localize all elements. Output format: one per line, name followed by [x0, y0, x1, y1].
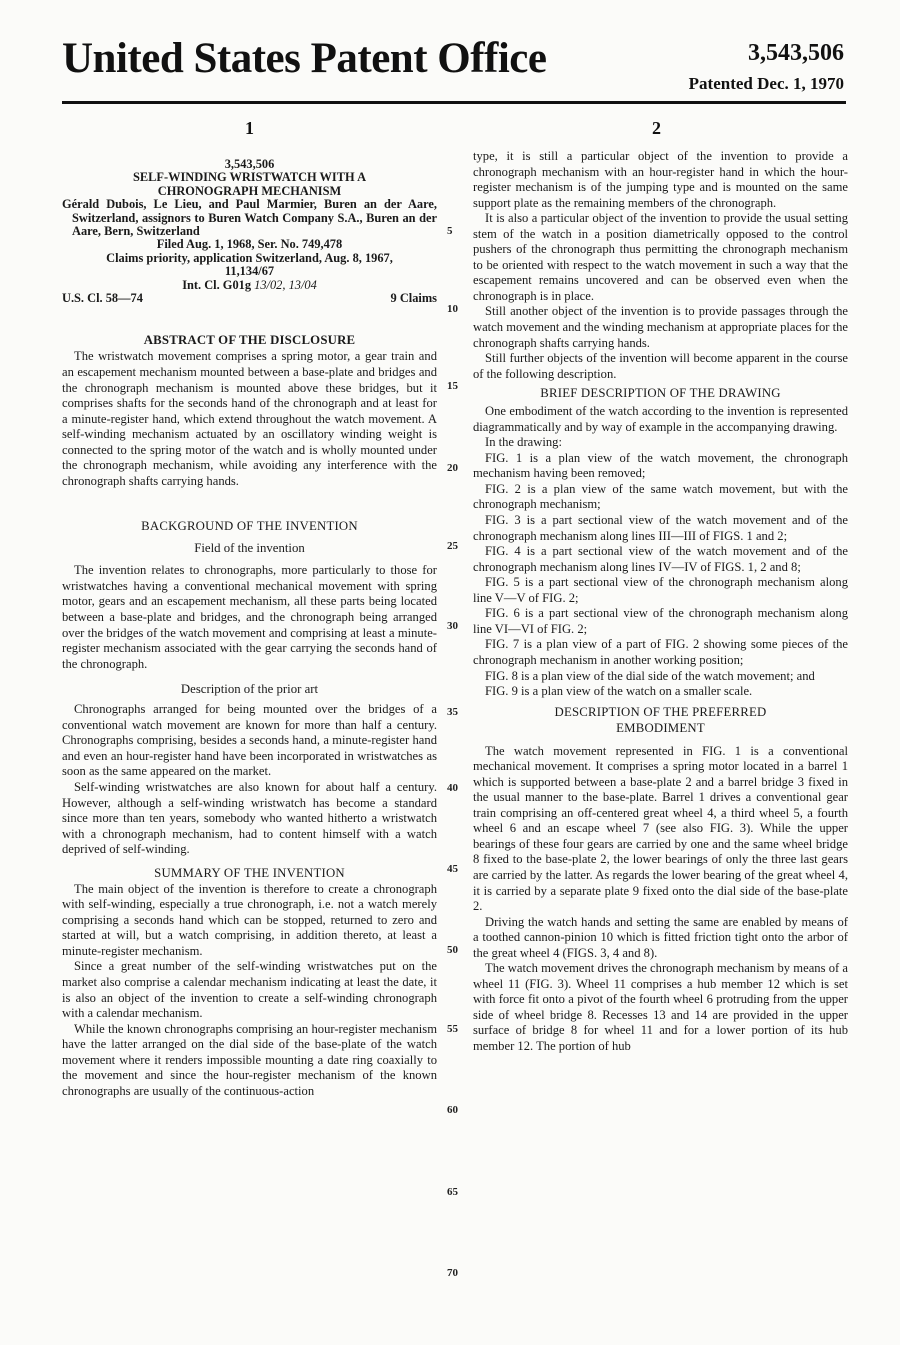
figure-description: FIG. 2 is a plan view of the same watch movement, but with the chronograph mechanism;	[473, 481, 848, 512]
figure-description: FIG. 8 is a plan view of the dial side of the watch movement; and	[485, 668, 815, 683]
summary-paragraph-1: The main object of the invention is therefore to create a chronograph with self-winding, especially a true chronograph, i.e. not a watch merely comprising a seconds hand which can be stopped, returned to zero and started at will, but a watch comprising, in addition thereto, at least a minute-register mechanism.	[62, 881, 437, 958]
figure-description: FIG. 6 is a part sectional view of the chronograph mechanism along line VI—VI of FIG. 2;	[473, 606, 848, 636]
line-number: 70	[447, 1267, 458, 1279]
prior-art-paragraph-1: Chronographs arranged for being mounted over the bridges of a conventional watch movement are known for more than half a century. Chronographs comprising, besides a seconds hand, a minute-register hand and even an hour-register hand have been incorporated in wristwatches as soon as the same appeared on the market.	[62, 702, 437, 779]
embodiment-heading-line-2: EMBODIMENT	[616, 720, 705, 735]
bib-int-class	[62, 279, 437, 292]
prior-art-heading: Description of the prior art	[180, 682, 319, 697]
embodiment-paragraph-2: Driving the watch hands and setting the same are enabled by means of a toothed cannon-pinion 10 which is fitted friction tight onto the arbor of the great wheel 4 (FIGS. 3, 4 and 8).	[473, 914, 848, 960]
summary-paragraph-3: While the known chronographs comprising an hour-register mechanism have the latter arranged on the dial side of the base-plate of the watch movement where it renders impossible mounting a date ring coaxially to the movement and since the hour-register mechanism of the known chronographs are usually of the continuous-action	[62, 1021, 437, 1098]
abstract-heading: ABSTRACT OF THE DISCLOSURE	[143, 333, 356, 348]
line-number: 5	[447, 225, 453, 237]
office-title: United States Patent Office	[62, 35, 547, 82]
figure-description: FIG. 9 is a plan view of the watch on a smaller scale.	[485, 684, 753, 699]
bib-patent-number: 3,543,506	[224, 157, 275, 171]
bib-us-class: U.S. Cl. 58—74	[62, 291, 143, 306]
field-text: The invention relates to chronographs, more particularly to those for wristwatches having a conventional mechanical movement with spring motor, gears and an escapement mechanism, all these parts being located between a base-plate and bridges, and the chronograph being arranged over the bridges of the watch movement and comprising at least a minute-register mechanism associated with the gear carrying the seconds hand of the chronograph.	[62, 563, 437, 671]
objects-paragraph-1: type, it is still a particular object of the invention to provide a chronograph mechanism with an hour-register hand in which the hour-register mechanism is of the jumping type and is mounted on the same support plate as the remaining members of the chronograph.	[473, 149, 848, 210]
line-number: 10	[447, 303, 458, 315]
bib-class-row	[62, 292, 437, 305]
patent-number: 3,543,506	[748, 40, 844, 66]
figure-description: FIG. 4 is a part sectional view of the watch movement and of the chronograph mechanism along lines IV—IV of FIGS. 1, 2 and 8;	[473, 544, 848, 574]
prior-art-paragraph-2: Self-winding wristwatches are also known for about half a century. However, although a self-winding wristwatch has become a standard since more than ten years, somebody who wanted hitherto a wristwatch with a chronograph mechanism, had to content himself with a watch deprived of self-winding.	[62, 779, 437, 857]
drawing-intro: One embodiment of the watch according to the invention is represented diagrammatically and by way of example in the accompanying drawing.	[473, 404, 848, 434]
objects-paragraph-2: It is also a particular object of the invention to provide the usual setting stem of the watch in a position diametrically opposed to the control pushers of the chronograph thus permitting the chronograph mechanism to be oriented with respect to the watch movement in such a way that the escapement remains uncovered and can be observed even when the chronograph is in place.	[473, 211, 848, 303]
bibliographic-block	[62, 158, 437, 305]
line-number: 45	[447, 863, 458, 875]
column-number-right: 2	[652, 118, 661, 138]
line-number: 25	[447, 540, 458, 552]
embodiment-paragraph-3: The watch movement drives the chronograph mechanism by means of a wheel 11 (FIG. 3). Wheel 11 comprises a hub member 12 which is set with force fit onto a pivot of the fourth wheel 6 protruding from the upper side of wheel bridge 8. Recesses 13 and 14 are provided in the upper surface of bridge 8 for wheel 11 and for a lower portion of its hub member 12. The portion of hub	[473, 961, 848, 1053]
embodiment-paragraph-1: The watch movement represented in FIG. 1 is a conventional mechanical movement. It comprises a spring motor located in a barrel 1 which is supported between a base-plate 2 and a barrel bridge 3 fixed in the usual manner to the base-plate. Barrel 1 drives a conventional gear train comprising an off-centered great wheel 4, a third wheel 5, a fourth wheel 6 and an escape wheel 7 (see also FIG. 3). While the upper bearings of these four gears are carried by one and the same wheel bridge 8 fixed to the base-plate 2, the lower bearings of only the three last gears are carried by the latter. As regards the lower bearing of the great wheel 4, it is carried by a separate plate 9 fixed onto the dial side of the base-plate 2.	[473, 743, 848, 914]
line-number: 15	[447, 380, 458, 392]
bib-priority: Claims priority, application Switzerland, Aug. 8, 1967,	[106, 250, 393, 265]
figure-description: FIG. 3 is a part sectional view of the watch movement and of the chronograph mechanism along lines III—III of FIGS. 1 and 2;	[473, 513, 848, 543]
drawing-heading: BRIEF DESCRIPTION OF THE DRAWING	[540, 386, 781, 401]
bib-title-line-2: CHRONOGRAPH MECHANISM	[157, 183, 342, 198]
line-number: 65	[447, 1186, 458, 1198]
bib-claims: 9 Claims	[390, 291, 437, 306]
right-column	[473, 149, 848, 1055]
field-heading: Field of the invention	[194, 541, 305, 556]
summary-paragraph-2: Since a great number of the self-winding wristwatches put on the market also comprise a calendar mechanism indicating at least the date, it is also an object of the invention to create a self-winding chronograph with a calendar mechanism.	[62, 959, 437, 1021]
background-heading: BACKGROUND OF THE INVENTION	[141, 519, 358, 534]
in-the-drawing: In the drawing:	[485, 435, 562, 450]
line-number: 30	[447, 620, 458, 632]
line-number: 55	[447, 1023, 458, 1035]
bib-inventors: Gérald Dubois, Le Lieu, and Paul Marmier, Buren an der Aare, Switzerland, assignors to Buren Watch Company S.A., Buren an der Aare, Bern, Switzerland	[62, 197, 437, 239]
embodiment-heading-line-1: DESCRIPTION OF THE PREFERRED	[554, 704, 767, 719]
objects-paragraph-4: Still further objects of the invention will become apparent in the course of the following description.	[473, 351, 848, 381]
bib-int-class-label: Int. Cl. G01g	[182, 277, 252, 292]
line-number: 40	[447, 782, 458, 794]
figure-description: FIG. 5 is a part sectional view of the chronograph mechanism along line V—V of FIG. 2;	[473, 575, 848, 605]
figure-description: FIG. 7 is a plan view of a part of FIG. 2 showing some pieces of the chronograph mechanism in another working position;	[473, 637, 848, 667]
header-rule	[62, 101, 846, 104]
abstract-text: The wristwatch movement comprises a spring motor, a gear train and an escapement mechanism mounted between a base-plate and bridges and the chronograph mechanism is mounted above these bridges, but it comprises shafts for the seconds hand of the chronograph and at least for a minute-register hand, which extend throughout the watch movement. A self-winding mechanism actuated by an oscillatory winding weight is connected to the spring motor of the watch and is wholly mounted under the chronograph mechanism, while avoiding any interference with the chronograph shafts carrying hands.	[62, 349, 437, 488]
summary-heading: SUMMARY OF THE INVENTION	[154, 865, 345, 880]
bib-int-class-codes: 13/02, 13/04	[254, 277, 317, 292]
line-number: 50	[447, 944, 458, 956]
bib-filed: Filed Aug. 1, 1968, Ser. No. 749,478	[156, 237, 343, 252]
objects-paragraph-3: Still another object of the invention is to provide passages through the watch movement and the winding mechanism at appropriate places for the chronograph shafts carrying hands.	[473, 304, 848, 350]
left-column	[62, 158, 437, 1099]
line-number: 20	[447, 462, 458, 474]
bib-title-line-1: SELF-WINDING WRISTWATCH WITH A	[132, 170, 367, 185]
column-number-left: 1	[245, 118, 254, 138]
line-number: 60	[447, 1104, 458, 1116]
patented-date: Patented Dec. 1, 1970	[688, 74, 844, 93]
bib-priority-number: 11,134/67	[224, 264, 275, 279]
figure-description: FIG. 1 is a plan view of the watch movement, the chronograph mechanism having been removed;	[473, 450, 848, 481]
line-number: 35	[447, 706, 458, 718]
